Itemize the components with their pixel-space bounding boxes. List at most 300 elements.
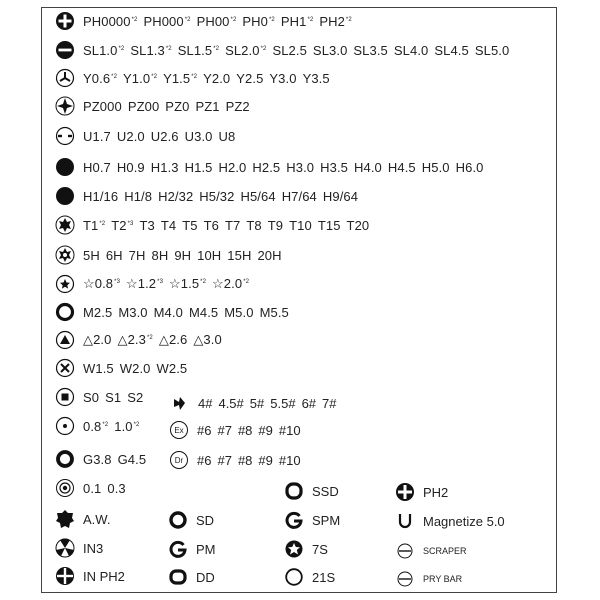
bit-size-label: T7 xyxy=(225,217,241,233)
bit-size-label: H1/16 xyxy=(83,188,119,204)
bit-size-note: *2 xyxy=(146,335,153,341)
bit-size-label: 4# xyxy=(198,395,213,411)
bit-extra-row xyxy=(170,391,343,415)
bit-size-label: #6 xyxy=(197,422,212,438)
bit-size-label: M5.5 xyxy=(259,304,289,320)
in-ph2-icon xyxy=(55,566,75,586)
bit-size xyxy=(270,396,295,411)
bit-size xyxy=(224,305,253,320)
bit-size-label: H5/32 xyxy=(199,188,235,204)
bit-size xyxy=(456,160,484,175)
bit-size xyxy=(388,160,416,175)
bit-size-label: H4.5 xyxy=(387,159,416,175)
bit-cell-label: 7S xyxy=(312,541,328,557)
bit-size xyxy=(163,71,197,86)
bit-size-list xyxy=(83,99,256,114)
bit-size-note: *2 xyxy=(230,16,237,23)
bit-badge: Dr xyxy=(170,451,188,469)
bit-size-list xyxy=(83,390,149,405)
bit-row xyxy=(55,328,228,352)
bit-size xyxy=(218,396,243,411)
bit-cell xyxy=(395,509,505,533)
bit-row xyxy=(55,9,358,33)
bit-size xyxy=(318,218,341,233)
bit-size-note: *2 xyxy=(165,45,172,52)
bit-size-label: H0.9 xyxy=(116,159,145,175)
torx-icon xyxy=(55,215,75,235)
bit-size xyxy=(347,218,370,233)
bit-size-list xyxy=(83,71,336,86)
ssd-icon xyxy=(284,481,304,501)
slotted-icon xyxy=(55,40,75,60)
bit-size xyxy=(225,43,266,58)
bit-cell-label: SSD xyxy=(312,483,339,499)
bit-size xyxy=(195,99,219,114)
bit-size-label: H1.3 xyxy=(150,159,179,175)
bit-size-label: H1/8 xyxy=(124,188,153,204)
bit-size xyxy=(157,361,188,376)
bit-size-label: U2.6 xyxy=(150,128,179,144)
bit-size-label: SL2.0 xyxy=(225,42,260,58)
bit-size xyxy=(83,189,118,204)
bit-size xyxy=(238,423,252,438)
bit-size-label: 1.0 xyxy=(114,418,133,434)
bit-size-label: W1.5 xyxy=(83,360,114,376)
bit-size-label: U8 xyxy=(218,128,236,144)
bit-size xyxy=(169,276,206,291)
bit-size-label: H9/64 xyxy=(322,188,359,204)
bit-size-label: SL4.0 xyxy=(393,42,429,58)
bit-size-list xyxy=(83,248,288,263)
bit-size-note: *2 xyxy=(99,220,106,227)
bit-size xyxy=(185,160,213,175)
bit-size-note: *2 xyxy=(243,279,250,285)
bit-size-label: T9 xyxy=(267,217,284,233)
bit-size-label: 5H xyxy=(83,247,100,263)
bit-size xyxy=(151,160,179,175)
bit-size-list xyxy=(83,481,132,496)
bit-size xyxy=(252,160,280,175)
bit-size xyxy=(83,129,111,144)
ring-icon xyxy=(55,302,75,322)
bit-size xyxy=(240,189,275,204)
bit-size-label: U3.0 xyxy=(184,128,213,144)
bit-size xyxy=(198,396,212,411)
bit-size-label: T2 xyxy=(111,217,127,233)
bit-size xyxy=(289,218,312,233)
bit-size xyxy=(434,43,468,58)
hex-icon xyxy=(55,157,75,177)
bit-size xyxy=(83,14,137,29)
bit-size-note: *2 xyxy=(200,279,207,285)
21s-icon xyxy=(284,567,304,587)
bit-size-label: SL3.5 xyxy=(353,42,388,58)
bit-size-label: #10 xyxy=(278,422,301,438)
bit-size-note: *2 xyxy=(184,16,191,23)
bit-size xyxy=(422,160,450,175)
bit-size-label: 8H xyxy=(151,247,169,263)
bit-cell xyxy=(55,507,110,531)
bit-size-label: #8 xyxy=(237,452,253,468)
bit-size xyxy=(279,423,301,438)
bit-size xyxy=(174,248,191,263)
bit-size xyxy=(193,332,221,347)
bit-row xyxy=(55,213,375,237)
bit-size xyxy=(83,248,100,263)
bit-size xyxy=(151,248,168,263)
bit-size-label: W2.0 xyxy=(119,360,151,376)
bit-size-label: 20H xyxy=(257,247,282,263)
bit-size-list xyxy=(83,129,241,144)
bit-size-label: Y1.0 xyxy=(123,70,151,86)
bit-size-label: S2 xyxy=(127,389,144,405)
bit-size xyxy=(140,218,155,233)
bit-size xyxy=(83,305,112,320)
bit-size-note: *2 xyxy=(111,73,118,80)
bit-cell xyxy=(55,536,103,560)
bit-cell-label: IN3 xyxy=(83,540,104,556)
bit-size-list xyxy=(197,453,307,468)
bit-row xyxy=(55,155,490,179)
bit-size-label: H7/64 xyxy=(281,188,317,204)
bit-size-label: Y2.0 xyxy=(203,70,231,86)
pentalobe-icon xyxy=(55,274,75,294)
bit-size-list xyxy=(83,305,295,320)
bit-size-note: *3 xyxy=(127,220,134,227)
bit-size-note: *2 xyxy=(268,16,275,23)
bit-size xyxy=(394,43,428,58)
bit-size-label: ☆1.5 xyxy=(169,276,200,291)
bit-size-label: 10H xyxy=(197,247,222,263)
bit-size xyxy=(286,160,314,175)
bit-size xyxy=(127,390,143,405)
thick-ring-icon xyxy=(55,449,75,469)
spm-icon xyxy=(284,510,304,530)
bit-size xyxy=(83,361,114,376)
bit-size-label: △2.6 xyxy=(158,332,188,347)
bit-size xyxy=(257,248,281,263)
bit-size xyxy=(130,43,171,58)
bit-size-label: T3 xyxy=(139,217,155,233)
bit-extra-row xyxy=(170,418,307,442)
bit-size xyxy=(182,218,197,233)
bit-size-list xyxy=(83,332,228,348)
bit-row xyxy=(55,66,336,90)
bit-size xyxy=(83,218,105,233)
bit-size xyxy=(219,160,247,175)
ph2-bit-icon xyxy=(395,482,415,502)
spanner-icon xyxy=(170,393,190,413)
bit-cell-label: 21S xyxy=(312,569,336,585)
bit-cell-label: SPM xyxy=(312,512,341,528)
bit-size-list xyxy=(83,218,375,233)
bit-cell xyxy=(168,537,216,561)
bit-size-note: *2 xyxy=(307,16,314,23)
bit-size-label: H0.7 xyxy=(83,159,111,175)
bit-size-label: 5# xyxy=(249,395,265,411)
bit-size-label: T1 xyxy=(83,217,99,233)
bit-cell xyxy=(284,508,340,532)
bit-extra-row xyxy=(170,448,307,472)
bit-size-label: T15 xyxy=(317,217,341,233)
bit-size xyxy=(111,218,133,233)
bit-size-label: T8 xyxy=(246,217,262,233)
bit-size-label: 7# xyxy=(322,395,337,411)
bit-cell-label: SCRAPER xyxy=(423,546,467,556)
bit-size-label: M5.0 xyxy=(224,304,254,320)
bit-cell-label: PRY BAR xyxy=(423,574,463,584)
bit-size xyxy=(117,160,145,175)
square-icon xyxy=(55,387,75,407)
bit-size-label: PH0 xyxy=(242,13,268,29)
bit-size-label: S1 xyxy=(105,389,122,405)
bit-size-list xyxy=(83,160,490,175)
bit-size-label: H5/64 xyxy=(240,188,276,204)
bit-row xyxy=(55,184,364,208)
bit-size-list xyxy=(83,361,193,376)
bit-size xyxy=(165,99,189,114)
bit-size xyxy=(242,14,274,29)
bit-size-note: *3 xyxy=(157,279,164,285)
bit-size xyxy=(118,452,147,467)
bit-size-label: PZ1 xyxy=(195,98,220,114)
bit-size xyxy=(126,276,163,291)
bit-size xyxy=(354,160,382,175)
bit-size-label: H5.0 xyxy=(421,159,450,175)
bit-size xyxy=(225,218,240,233)
bit-size xyxy=(114,419,139,434)
pry-bar-icon xyxy=(395,569,415,589)
bit-size xyxy=(117,332,152,347)
bit-size-label: PH000 xyxy=(143,13,184,29)
bit-size-label: PZ0 xyxy=(165,98,190,114)
u-shape-icon xyxy=(55,126,75,146)
bit-size xyxy=(83,452,112,467)
bit-size xyxy=(258,453,272,468)
bit-size xyxy=(236,71,263,86)
in3-icon xyxy=(55,538,75,558)
bit-size xyxy=(268,218,283,233)
bit-size-label: #7 xyxy=(217,422,232,438)
bit-size xyxy=(159,332,187,347)
bit-size xyxy=(83,481,101,496)
bit-size xyxy=(475,43,509,58)
bit-size xyxy=(204,218,219,233)
bit-size xyxy=(158,189,193,204)
bit-size-note: *3 xyxy=(114,279,121,285)
bit-size-label: SL1.3 xyxy=(130,42,165,58)
bit-size xyxy=(303,71,330,86)
bit-size xyxy=(178,43,219,58)
bit-size xyxy=(197,248,221,263)
bit-size xyxy=(83,419,108,434)
bit-cell-label: DD xyxy=(196,569,215,585)
bit-size-label: 0.1 xyxy=(83,480,102,496)
bit-size xyxy=(124,189,152,204)
bit-cell-label: IN PH2 xyxy=(83,568,125,584)
bit-size-label: M3.0 xyxy=(118,304,148,320)
bit-size-label: PH00 xyxy=(196,13,230,29)
bit-size xyxy=(197,423,211,438)
bit-row xyxy=(55,300,295,324)
dot-circle-icon xyxy=(55,416,75,436)
bit-cell xyxy=(168,565,215,589)
bit-size-label: 5.5# xyxy=(270,395,296,411)
bit-size xyxy=(279,453,301,468)
bit-size-label: ☆1.2 xyxy=(126,276,157,291)
bit-size-label: 0.8 xyxy=(83,418,102,434)
bit-size xyxy=(129,248,146,263)
bit-size xyxy=(217,453,231,468)
bit-size-label: PH0000 xyxy=(83,13,131,29)
bit-size xyxy=(106,248,123,263)
bit-row xyxy=(55,38,515,62)
bit-size xyxy=(319,14,351,29)
bit-size-label: SL5.0 xyxy=(474,42,510,58)
bit-size-label: #7 xyxy=(217,452,232,468)
phillips-icon xyxy=(55,11,75,31)
bit-size-label: SL4.5 xyxy=(434,42,469,58)
bit-cell xyxy=(284,479,339,503)
bit-size xyxy=(313,43,347,58)
bit-size-label: T6 xyxy=(203,217,219,233)
bit-size-label: 7H xyxy=(128,247,146,263)
bit-size xyxy=(117,129,145,144)
bit-size-note: *2 xyxy=(191,73,198,80)
bit-size xyxy=(161,218,176,233)
bit-size-label: H3.5 xyxy=(320,159,348,175)
bit-size-label: 6H xyxy=(105,247,123,263)
bit-size-note: *2 xyxy=(118,45,125,52)
bit-size-label: 9H xyxy=(174,247,192,263)
bit-size-label: T10 xyxy=(289,217,312,233)
bit-size-label: H2.0 xyxy=(218,159,247,175)
bit-size-note: *2 xyxy=(345,16,352,23)
bit-size-label: SL2.5 xyxy=(272,42,307,58)
bit-cell-label: A.W. xyxy=(83,511,111,527)
bit-size-label: #10 xyxy=(278,452,301,468)
bit-size-label: #9 xyxy=(258,452,273,468)
bit-size xyxy=(83,99,122,114)
bit-cell-label: PH2 xyxy=(423,484,449,500)
bit-size xyxy=(118,305,147,320)
star-hole-icon xyxy=(55,245,75,265)
bit-size-label: Y3.0 xyxy=(269,70,297,86)
bit-row xyxy=(55,124,241,148)
scraper-icon xyxy=(395,541,415,561)
target-icon xyxy=(55,478,75,498)
bit-size-label: Y1.5 xyxy=(163,70,191,86)
bit-cell-label: PM xyxy=(196,541,216,557)
bit-size xyxy=(143,14,190,29)
bit-size xyxy=(323,189,358,204)
bit-size-label: H2/32 xyxy=(158,188,194,204)
bit-size-label: Y2.5 xyxy=(236,70,264,86)
bit-size xyxy=(154,305,183,320)
bit-size xyxy=(128,99,159,114)
bit-row xyxy=(55,94,256,118)
bit-row xyxy=(55,243,288,267)
bit-size-label: 6# xyxy=(301,395,317,411)
bit-size-label: #8 xyxy=(237,422,253,438)
bit-size xyxy=(83,332,111,347)
bit-row xyxy=(55,447,152,471)
bit-size xyxy=(197,14,237,29)
bit-size-label: 4.5# xyxy=(218,395,244,411)
bit-size-label: S0 xyxy=(83,389,100,405)
bit-size-label: SL1.5 xyxy=(177,42,213,58)
bit-size-note: *2 xyxy=(131,16,138,23)
bit-size xyxy=(281,14,313,29)
bit-row xyxy=(55,476,132,500)
bit-size-list xyxy=(197,423,307,438)
bit-row xyxy=(55,272,255,296)
bit-row xyxy=(55,356,193,380)
sd-icon xyxy=(168,510,188,530)
bit-size-list xyxy=(198,396,343,411)
bit-size xyxy=(83,390,99,405)
bit-cell xyxy=(395,480,448,504)
bit-size-list xyxy=(83,419,146,434)
aw-icon xyxy=(55,509,75,529)
bit-cell-label: Magnetize 5.0 xyxy=(423,513,505,529)
bit-size xyxy=(105,390,121,405)
bit-size-list xyxy=(83,14,358,29)
bit-cell xyxy=(395,567,462,591)
bit-size-label: T4 xyxy=(160,217,177,233)
bit-cell xyxy=(284,565,335,589)
bit-size xyxy=(269,71,296,86)
bit-size-label: H3.0 xyxy=(286,159,315,175)
bit-size-label: M4.5 xyxy=(188,304,219,320)
bit-size xyxy=(322,396,336,411)
bit-size xyxy=(120,361,151,376)
triangle-icon xyxy=(55,330,75,350)
bit-cell xyxy=(168,508,214,532)
bit-cell xyxy=(395,539,467,563)
bit-size-list xyxy=(83,189,364,204)
bit-size xyxy=(185,129,213,144)
bit-size-label: H1.5 xyxy=(184,159,213,175)
bit-size xyxy=(217,423,231,438)
bit-size xyxy=(203,71,230,86)
bit-size-label: △3.0 xyxy=(193,332,222,347)
bit-size-label: U2.0 xyxy=(116,128,145,144)
bit-size xyxy=(212,276,249,291)
bit-size xyxy=(83,43,124,58)
bit-cell xyxy=(284,537,328,561)
bit-size-label: 0.3 xyxy=(107,480,126,496)
bit-size-label: △2.0 xyxy=(83,332,112,347)
bit-size-list xyxy=(83,43,515,58)
bit-size-label: Y3.5 xyxy=(302,70,330,86)
bit-size-label: Y0.6 xyxy=(83,70,111,86)
pm-icon xyxy=(168,539,188,559)
bit-size xyxy=(302,396,316,411)
bit-size xyxy=(227,248,251,263)
bit-size xyxy=(219,129,236,144)
bit-row xyxy=(55,414,146,438)
bit-size-note: *2 xyxy=(151,73,158,80)
bit-size xyxy=(83,160,111,175)
bit-size-note: *2 xyxy=(102,421,109,428)
bit-size-label: ☆2.0 xyxy=(212,276,243,291)
bit-size-label: #9 xyxy=(258,422,273,438)
bit-badge: Ex xyxy=(170,421,188,439)
bit-size xyxy=(189,305,218,320)
bit-size xyxy=(353,43,387,58)
bit-size-label: T20 xyxy=(346,217,370,233)
